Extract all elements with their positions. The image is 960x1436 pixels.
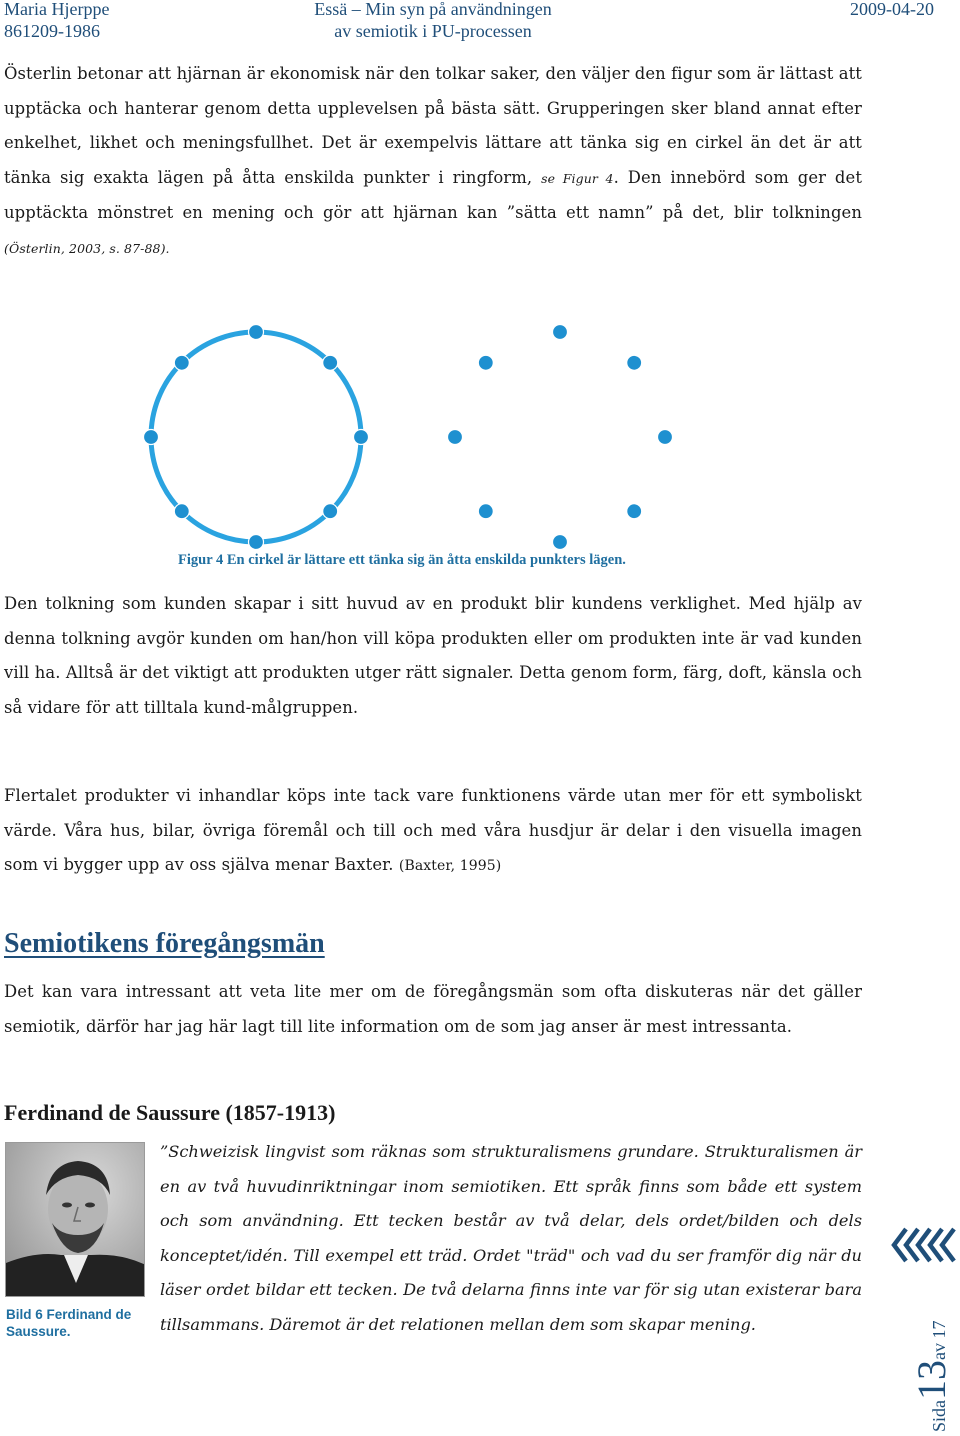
header-left bbox=[4, 0, 109, 42]
header-center bbox=[300, 0, 566, 42]
separate-point-2 bbox=[627, 355, 642, 370]
saussure-quote: ”Schweizisk lingvist som räknas som strukturalismens grundare. Strukturalismen är en av två huvudinriktningar inom semiotiken. Ett språk finns som både ett system och som användning. Ett tecken består av två delar, dels ordet/bilden och dels konceptet/idén. Till exempel ett träd. Ordet "träd" och vad du ser framför dig när du läser ordet bildar ett tecken. De två delarna finns inte var för sig utan existerar bara tillsammans. Däremot är det relationen mellan dem som skapar mening. bbox=[160, 1142, 862, 1334]
header-date: 2009-04-20 bbox=[850, 0, 934, 19]
figure-caption: Figur 4 En cirkel är lättare ett tänka sig än åtta enskilda punkters lägen. bbox=[178, 552, 626, 568]
intro-text-2: . Den innebörd som ger det upptäckta mönstret en mening och gör att hjärnan kan ”sätta ett namn” på det, blir tolkningen bbox=[4, 167, 863, 222]
intro-text-1: Österlin betonar att hjärnan är ekonomisk när den tolkar saker, den väljer den figur som är lättast att upptäcka och hanterar genom detta upplevelsen på bästa sätt. Grupperingen sker bland annat efter enkelhet, likhet och meningsfullhet. Det är exempelvis lättare att tänka sig en cirkel än det är att tänka sig exakta lägen på åtta enskilda punkter i ringform, bbox=[4, 64, 862, 187]
portrait-caption: Bild 6 Ferdinand de Saussure. bbox=[6, 1307, 132, 1339]
intro-citation: (Österlin, 2003, s. 87-88). bbox=[4, 240, 170, 256]
circle-point-5 bbox=[249, 535, 264, 550]
intro-paragraph bbox=[4, 57, 862, 266]
paragraph-predecessors: Det kan vara intressant att veta lite mer om de föregångsmän som ofta diskuteras när det gäller semiotik, därför har jag här lagt till lite information om de som jag anser är mest intressanta. bbox=[4, 982, 862, 1036]
figure-reference: se Figur 4 bbox=[541, 170, 614, 186]
baxter-citation: (Baxter, 1995) bbox=[398, 858, 502, 874]
separate-point-1 bbox=[553, 325, 568, 340]
circle-point-8 bbox=[174, 355, 189, 370]
figure-4-illustration bbox=[130, 318, 690, 558]
separate-point-8 bbox=[478, 355, 493, 370]
separate-point-4 bbox=[627, 504, 642, 519]
separate-point-7 bbox=[448, 430, 463, 445]
page-total: av 17 bbox=[929, 1320, 949, 1360]
author-id: 861209-1986 bbox=[4, 21, 100, 41]
section-heading: Semiotikens föregångsmän bbox=[4, 928, 325, 959]
doc-title-line1: Essä – Min syn på användningen bbox=[314, 0, 552, 19]
circle-point-2 bbox=[323, 355, 338, 370]
paragraph-customer-interpretation: Den tolkning som kunden skapar i sitt huvud av en produkt blir kundens verklighet. Med hjälp av denna tolkning avgör kunden om han/hon vill köpa produkten eller om produkten inte är vad kunden vill ha. Alltså är det viktigt att produkten utger rätt signaler. Detta genom form, färg, doft, känsla och så vidare för att tilltala kund-målgruppen. bbox=[4, 594, 862, 717]
paragraph-symbolic-value bbox=[4, 779, 862, 884]
saussure-heading: Ferdinand de Saussure (1857-1913) bbox=[4, 1100, 336, 1125]
separate-point-3 bbox=[658, 430, 673, 445]
page-label: Sida bbox=[929, 1399, 949, 1432]
separate-point-5 bbox=[553, 535, 568, 550]
doc-title-line2: av semiotik i PU-processen bbox=[334, 21, 532, 41]
chevron-decoration-icon bbox=[888, 1225, 958, 1285]
page-number bbox=[908, 1320, 955, 1432]
page-current: 13 bbox=[909, 1359, 954, 1400]
author-name: Maria Hjerppe bbox=[4, 0, 110, 19]
eight-separate-points bbox=[448, 325, 673, 550]
circle-with-points bbox=[144, 325, 369, 550]
circle-point-4 bbox=[323, 504, 338, 519]
page-header bbox=[0, 0, 960, 48]
circle-point-6 bbox=[174, 504, 189, 519]
symbolic-value-text: Flertalet produkter vi inhandlar köps inte tack vare funktionens värde utan mer för ett symboliskt värde. Våra hus, bilar, övriga föremål och till och med våra husdjur är delar i den visuella imagen som vi bygger upp av oss själva menar Baxter. bbox=[4, 786, 862, 874]
saussure-portrait-photo bbox=[5, 1142, 145, 1297]
circle-point-1 bbox=[249, 325, 264, 340]
separate-point-6 bbox=[478, 504, 493, 519]
circle-point-7 bbox=[144, 430, 159, 445]
circle-point-3 bbox=[354, 430, 369, 445]
